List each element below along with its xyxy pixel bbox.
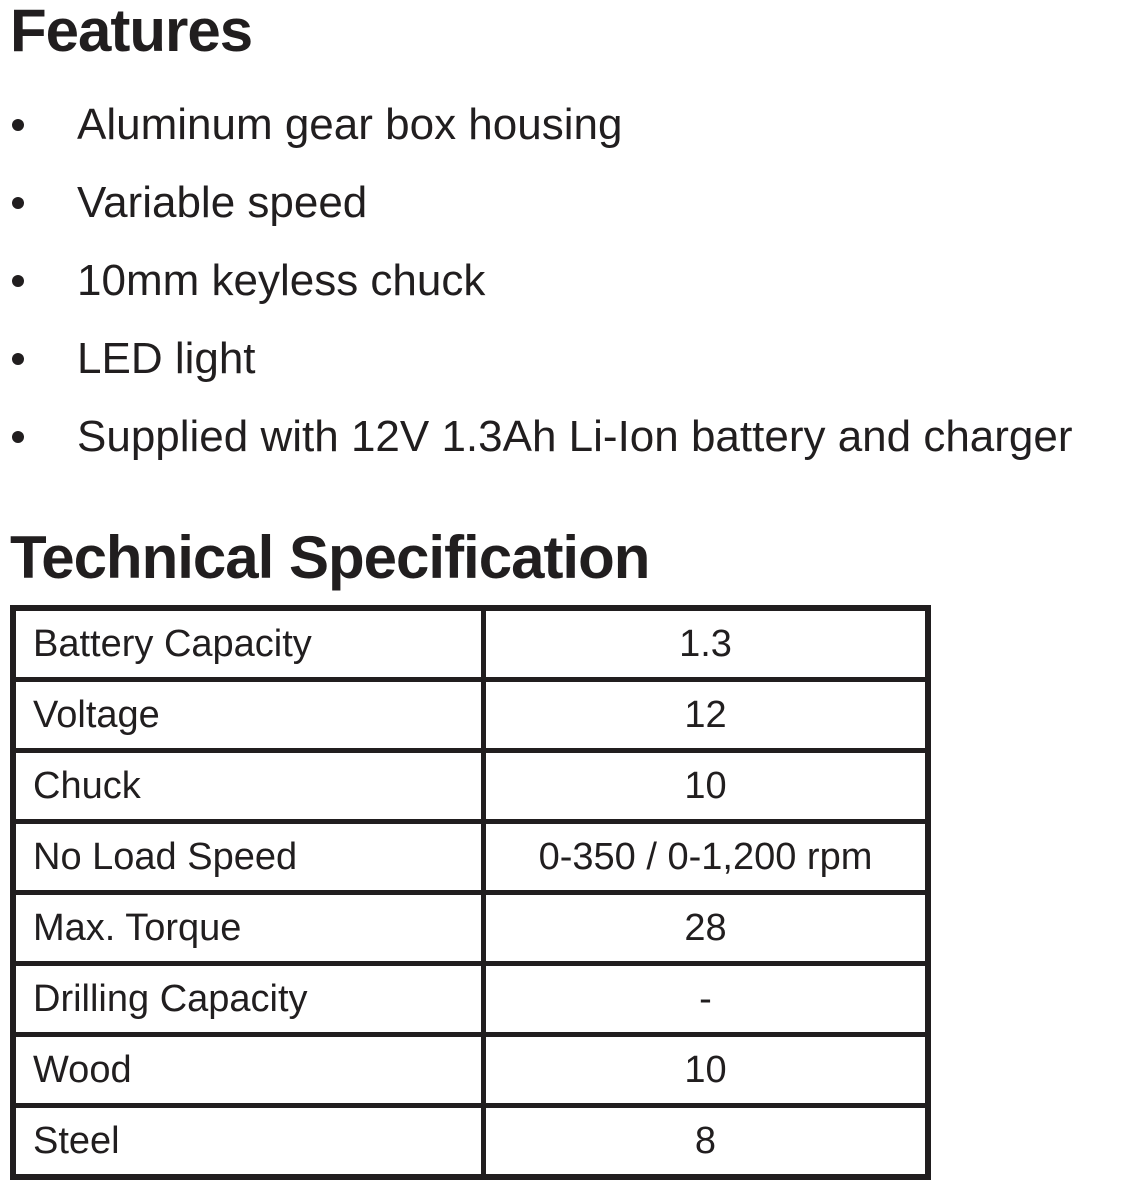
feature-text: Aluminum gear box housing (77, 100, 623, 149)
bullet-icon (12, 353, 24, 365)
spec-value-cell: 1.3 (484, 608, 929, 680)
spec-row (13, 751, 928, 822)
spec-value-cell: 10 (484, 1035, 929, 1106)
spec-row (13, 893, 928, 964)
feature-list (10, 86, 1135, 476)
spec-value-cell: - (484, 964, 929, 1035)
spec-row (13, 680, 928, 751)
spec-label-cell: Steel (13, 1106, 484, 1178)
bullet-icon (12, 119, 24, 131)
feature-text: Variable speed (77, 178, 368, 227)
feature-item (10, 164, 1135, 242)
specs-heading: Technical Specification (10, 524, 650, 591)
spec-row (13, 608, 928, 680)
spec-row (13, 822, 928, 893)
spec-label-cell: Max. Torque (13, 893, 484, 964)
specs-table (10, 605, 931, 1180)
spec-label-cell: Voltage (13, 680, 484, 751)
spec-label-cell: Chuck (13, 751, 484, 822)
spec-label-cell: Drilling Capacity (13, 964, 484, 1035)
feature-item (10, 242, 1135, 320)
bullet-icon (12, 431, 24, 443)
feature-item (10, 398, 1135, 476)
feature-item (10, 320, 1135, 398)
feature-text: 10mm keyless chuck (77, 256, 486, 305)
spec-row (13, 1106, 928, 1178)
bullet-icon (12, 197, 24, 209)
feature-text: LED light (77, 334, 256, 383)
spec-row (13, 964, 928, 1035)
feature-item (10, 86, 1135, 164)
spec-label-cell: Wood (13, 1035, 484, 1106)
spec-label-cell: Battery Capacity (13, 608, 484, 680)
spec-value-cell: 28 (484, 893, 929, 964)
spec-label-cell: No Load Speed (13, 822, 484, 893)
spec-row (13, 1035, 928, 1106)
spec-value-cell: 12 (484, 680, 929, 751)
spec-value-cell: 8 (484, 1106, 929, 1178)
features-heading: Features (10, 0, 253, 64)
spec-value-cell: 0-350 / 0-1,200 rpm (484, 822, 929, 893)
feature-text: Supplied with 12V 1.3Ah Li-Ion battery and charger (77, 412, 1073, 461)
spec-value-cell: 10 (484, 751, 929, 822)
bullet-icon (12, 275, 24, 287)
